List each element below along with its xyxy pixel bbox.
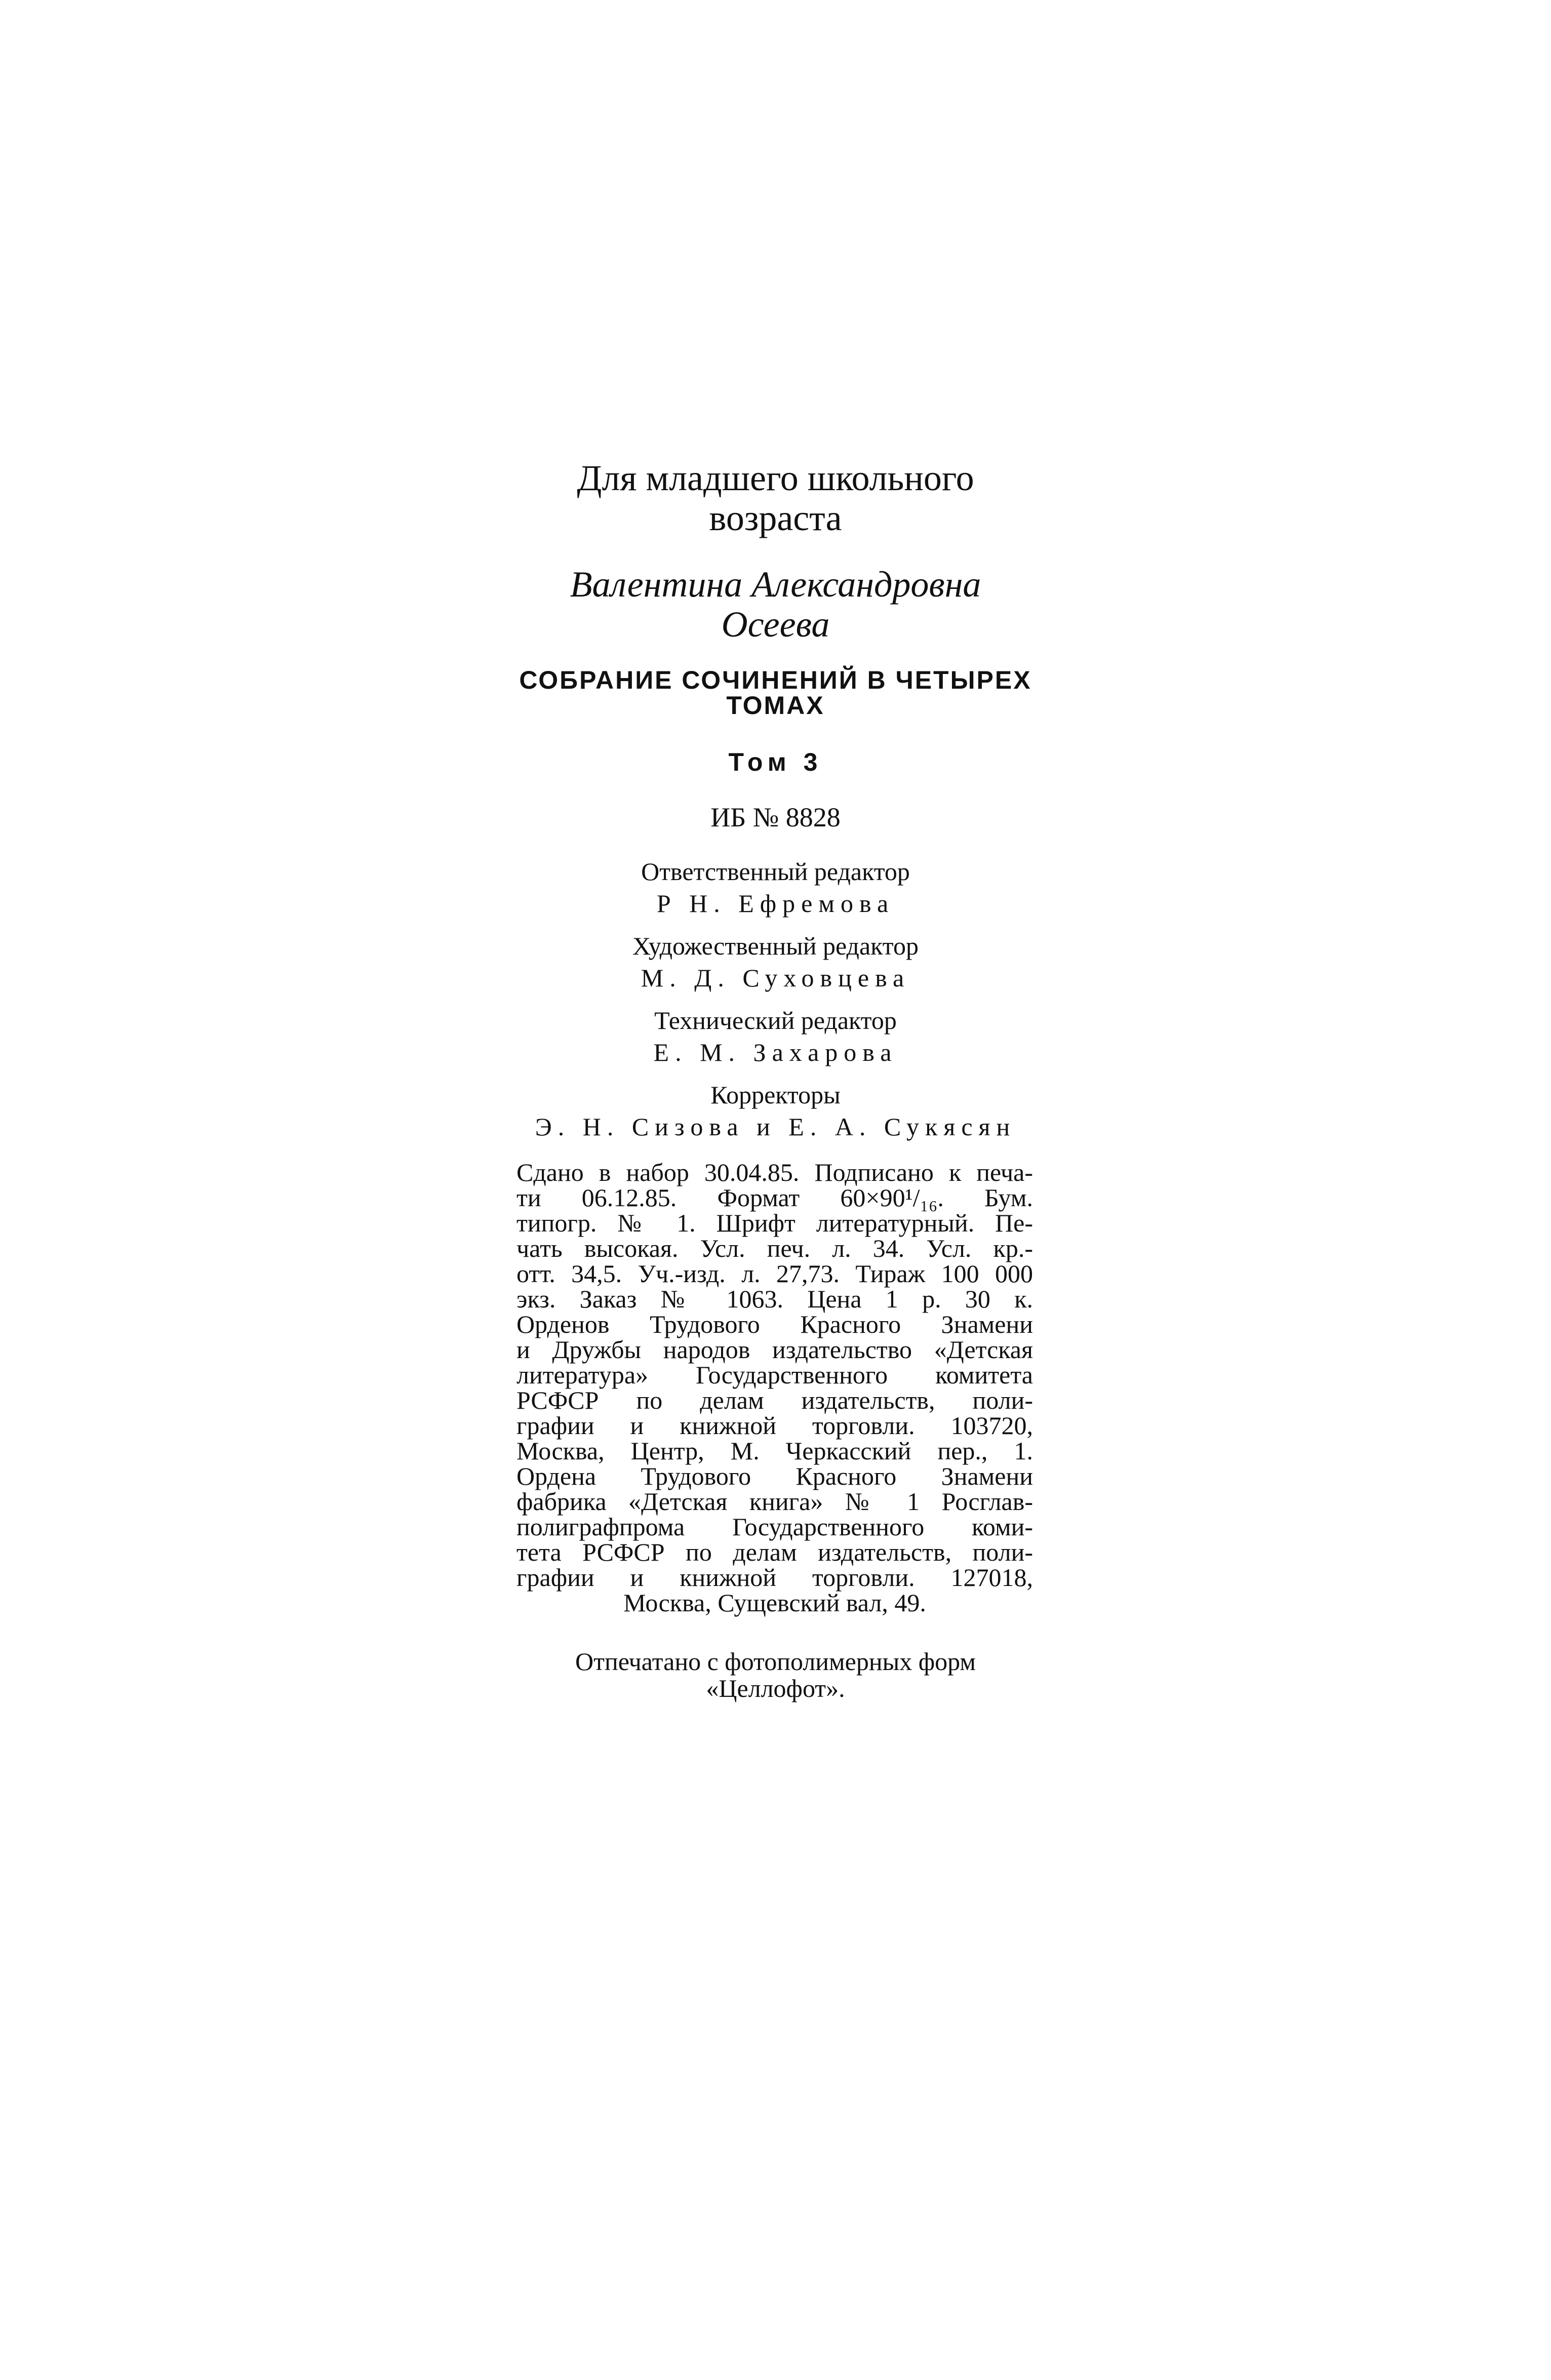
imprint-line: Москва, Центр, М. Черкасский пер., 1. [516, 1437, 1033, 1465]
collection-title [0, 667, 1551, 718]
audience-line-2: возраста [709, 498, 842, 539]
imprint-line: литература» Государственного комитета [516, 1361, 1033, 1389]
ib-number: ИБ № 8828 [710, 802, 841, 832]
audience-note [0, 458, 1551, 538]
imprint-line: Ордена Трудового Красного Знамени [516, 1462, 1033, 1490]
tech-editor-role: Технический редактор [654, 1006, 897, 1035]
proofreaders-role: Корректоры [710, 1081, 841, 1109]
imprint-block [516, 1160, 1033, 1615]
imprint-line: типогр. № 1. Шрифт литературный. Пе- [516, 1209, 1033, 1237]
author-name [0, 565, 1551, 645]
title-line-2: ТОМАХ [726, 691, 825, 720]
imprint-line: полиграфпрома Государственного коми- [516, 1513, 1033, 1541]
imprint-line: графии и книжной торговли. 127018, [516, 1563, 1033, 1592]
author-line-1: Валентина Александровна [570, 564, 981, 605]
imprint-line: Москва, Сущевский вал, 49. [623, 1589, 926, 1617]
tech-editor-name: Е. М. Захарова [653, 1038, 898, 1066]
art-editor-name: М. Д. Суховцева [641, 963, 910, 992]
imprint-line: чать высокая. Усл. печ. л. 34. Усл. кр.- [516, 1234, 1033, 1262]
art-editor-role: Художественный редактор [632, 932, 919, 960]
imprint-line: Орденов Трудового Красного Знамени [516, 1310, 1033, 1338]
printed-note-line-1: Отпечатано с фотополимерных форм [575, 1647, 976, 1676]
credits [0, 856, 1551, 1154]
editor-role: Ответственный редактор [641, 857, 910, 886]
imprint-line: отт. 34,5. Уч.-изд. л. 27,73. Тираж 100 000 [516, 1259, 1033, 1288]
editor-name: Р Н. Ефремова [656, 889, 895, 918]
printed-note [0, 1648, 1551, 1701]
imprint-line: и Дружбы народов издательство «Детская [516, 1335, 1033, 1364]
imprint-line: ти 06.12.85. Формат 60×90¹/₁₆. Бум. [516, 1183, 1033, 1212]
imprint-line: РСФСР по делам издательств, поли- [516, 1386, 1033, 1414]
printed-note-line-2: «Целлофот». [706, 1674, 845, 1702]
imprint-line: тета РСФСР по делам издательств, поли- [516, 1538, 1033, 1566]
volume-label: Том 3 [728, 748, 823, 776]
proofreaders-names: Э. Н. Сизова и Е. А. Сукясян [535, 1112, 1016, 1141]
imprint-line: экз. Заказ № 1063. Цена 1 р. 30 к. [516, 1285, 1033, 1313]
imprint-line: Сдано в набор 30.04.85. Подписано к печа- [516, 1158, 1033, 1186]
imprint-line: графии и книжной торговли. 103720, [516, 1411, 1033, 1440]
audience-line-1: Для младшего школьного [577, 458, 974, 498]
imprint-line: фабрика «Детская книга» № 1 Росглав- [516, 1487, 1033, 1516]
author-line-2: Осеева [721, 604, 830, 645]
title-line-1: СОБРАНИЕ СОЧИНЕНИЙ В ЧЕТЫРЕХ [519, 666, 1032, 694]
